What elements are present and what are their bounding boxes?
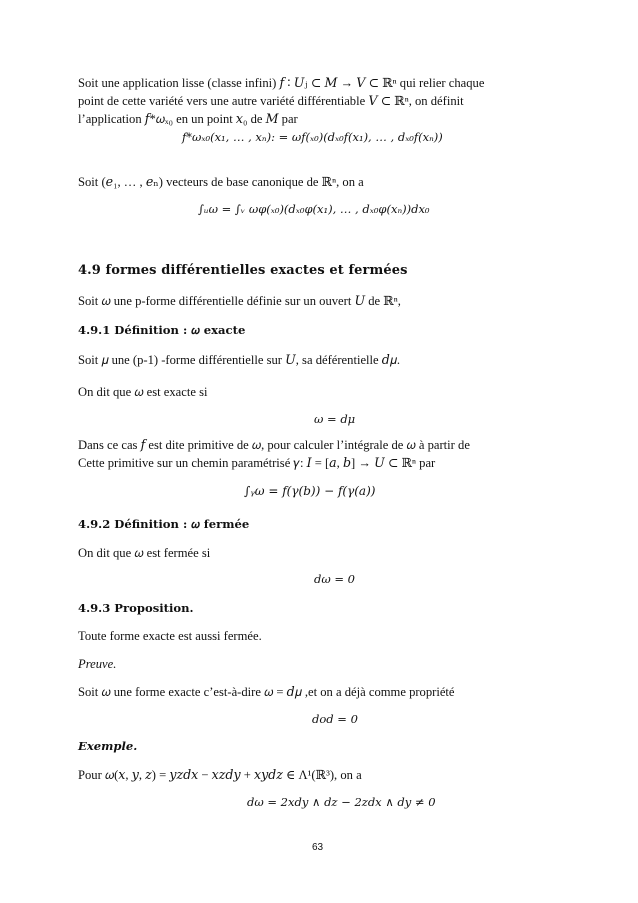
section-intro: Soit 𝜔 une p-forme différentielle définie sur un ouvert 𝑈 de ℝⁿ, [78, 294, 401, 308]
proof-label: Preuve. [78, 657, 117, 671]
basis-line: Soit (𝑒₁, … , 𝑒ₙ) vecteurs de base canonique de ℝⁿ, on a [78, 175, 364, 189]
intro-line-1: Soit une application lisse (classe infini) 𝑓 ∶ 𝑈ⱼ ⊂ 𝑀 → 𝑉 ⊂ ℝⁿ qui relier chaque [78, 76, 485, 90]
integral-formula: ∫ᵤ𝜔 = ∫ᵥ 𝜔𝜑(ₓ₀)(𝑑ₓ₀𝜑(𝑥₁), … , 𝑑ₓ₀𝜑(𝑥ₙ))𝑑𝑥₀ [198, 202, 430, 216]
def1-line-1: Soit 𝜇 une (p-1) -forme différentielle sur 𝑈, sa déférentielle 𝑑𝜇. [78, 353, 400, 367]
def1-line-3: Dans ce cas 𝑓 est dite primitive de 𝜔, pour calculer l’intégrale de 𝜔 à partir de [78, 438, 470, 452]
intro-line-2: point de cette variété vers une autre variété différentiable 𝑉 ⊂ ℝⁿ, on définit [78, 94, 464, 108]
proposition-title: 4.9.3 Proposition. [78, 601, 194, 615]
dod-formula: 𝑑𝑜𝑑 = 0 [312, 712, 358, 726]
example-title: Exemple. [78, 739, 138, 753]
def1-line-4: Cette primitive sur un chemin paramétrisé 𝛾: 𝐼 = [𝑎, 𝑏] → 𝑈 ⊂ ℝⁿ par [78, 456, 436, 470]
def2-line-1: On dit que 𝜔 est fermée si [78, 546, 211, 560]
page-number: 63 [312, 842, 324, 853]
intro-line-3: l’application 𝑓*𝜔ₓ₀ en un point 𝑥₀ de 𝑀 par [78, 112, 298, 126]
section-title: 4.9 formes différentielles exactes et fermées [78, 263, 408, 278]
closed-formula: 𝑑𝜔 = 0 [314, 572, 356, 586]
proposition-statement: Toute forme exacte est aussi fermée. [78, 629, 262, 643]
example-line: Pour 𝜔(𝑥, 𝑦, 𝑧) = 𝑦𝑧𝑑𝑥 − 𝑥𝑧𝑑𝑦 + 𝑥𝑦𝑑𝑧 ∈ Λ¹(ℝ³), on a [78, 768, 362, 782]
pullback-formula: 𝑓*𝜔ₓ₀(𝑥₁, … , 𝑥ₙ): = 𝜔𝑓(ₓ₀)(𝑑ₓ₀𝑓(𝑥₁), … , 𝑑ₓ₀𝑓(𝑥ₙ)) [182, 130, 443, 144]
definition-exact-title: 4.9.1 Définition : 𝜔 exacte [78, 323, 246, 337]
exact-formula: 𝜔 = 𝑑𝜇 [314, 412, 356, 426]
definition-closed-title: 4.9.2 Définition : 𝜔 fermée [78, 517, 250, 531]
def1-line-2: On dit que 𝜔 est exacte si [78, 385, 208, 399]
proof-line: Soit 𝜔 une forme exacte c’est-à-dire 𝜔 = 𝑑𝜇 ,et on a déjà comme propriété [78, 685, 455, 699]
path-integral-formula: ∫ᵧ𝜔 = 𝑓(𝛾(𝑏)) − 𝑓(𝛾(𝑎)) [244, 484, 376, 498]
example-formula: 𝑑𝜔 = 2𝑥𝑑𝑦 ∧ 𝑑𝑧 − 2𝑧𝑑𝑥 ∧ 𝑑𝑦 ≠ 0 [247, 795, 436, 809]
